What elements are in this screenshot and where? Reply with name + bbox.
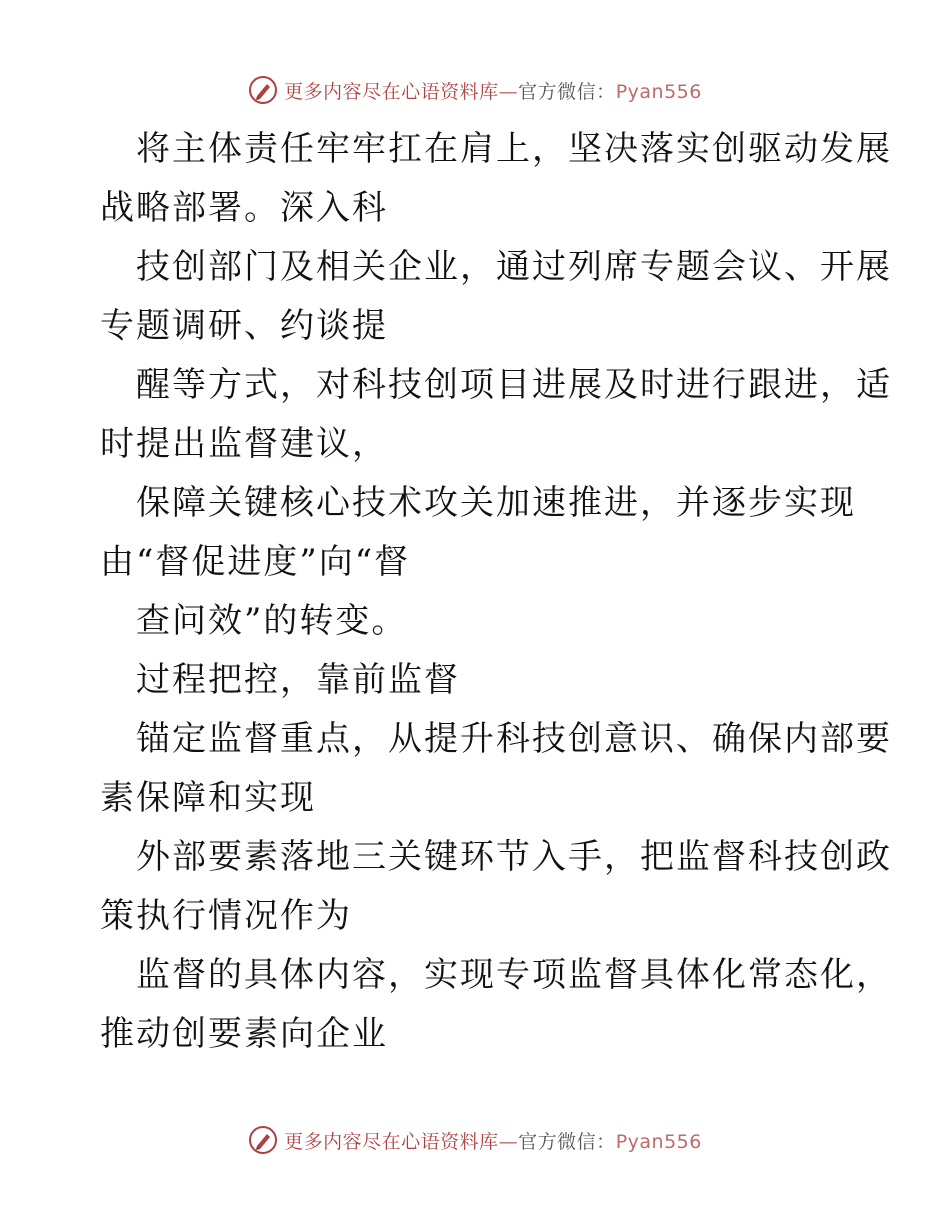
body-line-16: 推动创要素向企业	[100, 1014, 388, 1054]
body-line-1: 将主体责任牢牢扛在肩上，坚决落实创驱动发展	[136, 129, 892, 169]
header-dash: —	[498, 80, 519, 103]
pen-logo-icon	[248, 75, 278, 105]
body-line-11: 锚定监督重点，从提升科技创意识、确保内部要	[136, 719, 892, 759]
header-wechat-label: 官方微信：	[518, 80, 616, 103]
footer-text	[284, 1127, 702, 1154]
body-line-7: 保障关键核心技术攻关加速推进，并逐步实现	[136, 483, 856, 523]
body-line-3: 技创部门及相关企业，通过列席专题会议、开展	[136, 247, 892, 287]
body-line-5: 醒等方式，对科技创项目进展及时进行跟进，适	[136, 365, 892, 405]
body-line-12: 素保障和实现	[100, 778, 316, 818]
header-wechat-id: Pyan556	[615, 80, 702, 103]
body-line-14: 策执行情况作为	[100, 896, 352, 936]
body-line-6: 时提出监督建议，	[100, 424, 388, 464]
pen-logo-icon	[248, 1125, 278, 1155]
body-line-4: 专题调研、约谈提	[100, 306, 388, 346]
header-lead: 更多内容尽在心语资料库	[284, 80, 499, 103]
body-line-13: 外部要素落地三关键环节入手，把监督科技创政	[136, 837, 892, 877]
footer-banner	[0, 1120, 950, 1160]
header-text	[284, 77, 702, 104]
footer-dash: —	[498, 1130, 519, 1153]
footer-lead: 更多内容尽在心语资料库	[284, 1130, 499, 1153]
footer-wechat-id: Pyan556	[615, 1130, 702, 1153]
body-line-2: 战略部署。深入科	[100, 188, 388, 228]
header-banner	[0, 70, 950, 110]
document-body	[100, 120, 892, 1064]
footer-wechat-label: 官方微信：	[518, 1130, 616, 1153]
section-heading: 过程把控，靠前监督	[136, 660, 460, 700]
body-line-9: 查问效”的转变。	[136, 601, 408, 641]
body-line-8: 由“督促进度”向“督	[100, 542, 411, 582]
body-line-15: 监督的具体内容，实现专项监督具体化常态化，	[136, 955, 892, 995]
